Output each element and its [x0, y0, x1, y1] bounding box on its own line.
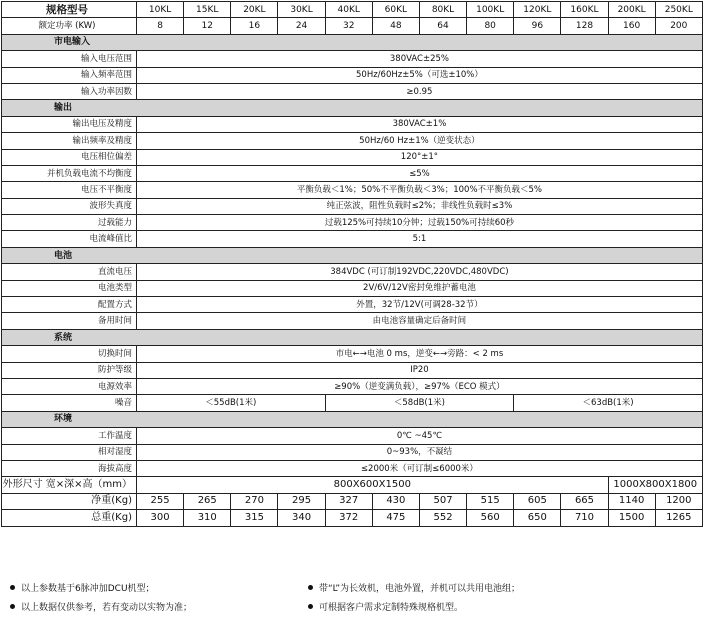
footnote: 带“L”为长效机，电池外置，并机可以共用电池组；: [308, 580, 520, 599]
row-label: 净重(Kg): [2, 493, 137, 509]
weight-cell: 270: [231, 493, 278, 509]
table-row: [2, 362, 703, 378]
row-value: 2V/6V/12V密封免维护蓄电池: [137, 280, 703, 296]
table-row: [2, 231, 703, 247]
row-label: 电流峰值比: [2, 231, 137, 247]
row-label: 输入功率因数: [2, 83, 137, 99]
weight-cell: 650: [514, 510, 561, 526]
row-label: 过载能力: [2, 215, 137, 231]
row-value: ＜58dB(1米): [325, 395, 514, 411]
row-label: 电压相位偏差: [2, 149, 137, 165]
power-cell: 32: [325, 18, 372, 34]
power-cell: 24: [278, 18, 325, 34]
row-value: 过载125%可持续10分钟；过载150%可持续60秒: [137, 215, 703, 231]
table-row: [2, 510, 703, 526]
weight-cell: 340: [278, 510, 325, 526]
weight-cell: 605: [514, 493, 561, 509]
bullet-icon: [308, 604, 313, 609]
weight-cell: 665: [561, 493, 608, 509]
weight-cell: 1265: [655, 510, 702, 526]
row-value: IP20: [137, 362, 703, 378]
table-row: [2, 149, 703, 165]
power-cell: 8: [137, 18, 184, 34]
power-cell: 48: [372, 18, 419, 34]
row-value: 800X600X1500: [137, 477, 609, 493]
weight-cell: 552: [419, 510, 466, 526]
power-cell: 96: [514, 18, 561, 34]
model-cell: 20KL: [231, 2, 278, 18]
row-value: ＜63dB(1米): [514, 395, 703, 411]
row-value: ≥0.95: [137, 83, 703, 99]
row-label: 外形尺寸 宽×深×高（mm）: [2, 477, 137, 493]
table-row: [2, 215, 703, 231]
model-cell: 120KL: [514, 2, 561, 18]
row-value: 纯正弦波，阻性负载时≤2%；非线性负载时≤3%: [137, 198, 703, 214]
table-row: [2, 477, 703, 493]
model-cell: 160KL: [561, 2, 608, 18]
row-label: 电池类型: [2, 280, 137, 296]
weight-cell: 265: [184, 493, 231, 509]
section-title: 环境: [2, 411, 703, 427]
table-row: [2, 133, 703, 149]
table-row: [2, 51, 703, 67]
section-title: 输出: [2, 100, 703, 116]
model-label: 规格型号: [2, 2, 137, 18]
model-cell: 40KL: [325, 2, 372, 18]
section-header: [2, 247, 703, 263]
weight-cell: 327: [325, 493, 372, 509]
row-value: 1000X800X1800: [608, 477, 702, 493]
section-header: [2, 34, 703, 50]
table-row: [2, 313, 703, 329]
section-title: 市电输入: [2, 34, 703, 50]
power-cell: 80: [467, 18, 514, 34]
table-row: [2, 182, 703, 198]
table-row: [2, 395, 703, 411]
weight-cell: 1200: [655, 493, 702, 509]
row-label: 输入频率范围: [2, 67, 137, 83]
row-label: 电压不平衡度: [2, 182, 137, 198]
section-title: 系统: [2, 329, 703, 345]
model-cell: 60KL: [372, 2, 419, 18]
row-value: ＜55dB(1米): [137, 395, 326, 411]
header-row: [2, 18, 703, 34]
model-cell: 100KL: [467, 2, 514, 18]
row-value: 5:1: [137, 231, 703, 247]
row-value: 外置，32节/12V(可调28-32节）: [137, 297, 703, 313]
bullet-icon: [308, 585, 313, 590]
bullet-icon: [10, 604, 15, 609]
weight-cell: 507: [419, 493, 466, 509]
weight-cell: 710: [561, 510, 608, 526]
model-cell: 250KL: [655, 2, 702, 18]
table-row: [2, 116, 703, 132]
footnote: 可根据客户需求定制特殊规格机型。: [308, 599, 463, 618]
weight-cell: 315: [231, 510, 278, 526]
header-row: [2, 2, 703, 18]
weight-cell: 295: [278, 493, 325, 509]
model-cell: 80KL: [419, 2, 466, 18]
row-value: 0℃ ~45℃: [137, 428, 703, 444]
table-row: [2, 444, 703, 460]
row-label: 防护等级: [2, 362, 137, 378]
power-label: 额定功率 (KW): [2, 18, 137, 34]
table-row: [2, 264, 703, 280]
row-value: 380VAC±25%: [137, 51, 703, 67]
row-value: 50Hz/60Hz±5%（可选±10%）: [137, 67, 703, 83]
model-cell: 15KL: [184, 2, 231, 18]
power-cell: 16: [231, 18, 278, 34]
table-row: [2, 428, 703, 444]
row-value: ≥90%（逆变满负载），≥97%（ECO 模式）: [137, 378, 703, 394]
weight-cell: 310: [184, 510, 231, 526]
section-title: 电池: [2, 247, 703, 263]
power-cell: 64: [419, 18, 466, 34]
power-cell: 200: [655, 18, 702, 34]
row-label: 海拔高度: [2, 460, 137, 476]
row-label: 总重(Kg): [2, 510, 137, 526]
table-row: [2, 165, 703, 181]
table-row: [2, 378, 703, 394]
weight-cell: 475: [372, 510, 419, 526]
weight-cell: 372: [325, 510, 372, 526]
power-cell: 12: [184, 18, 231, 34]
spec-table: [1, 1, 703, 527]
row-label: 并机负载电流不均衡度: [2, 165, 137, 181]
row-label: 直流电压: [2, 264, 137, 280]
row-value: 50Hz/60 Hz±1%（逆变状态）: [137, 133, 703, 149]
row-label: 切换时间: [2, 346, 137, 362]
section-header: [2, 411, 703, 427]
row-value: 平衡负载＜1%；50%不平衡负载＜3%；100%不平衡负载＜5%: [137, 182, 703, 198]
row-value: 0~93%，不凝结: [137, 444, 703, 460]
power-cell: 160: [608, 18, 655, 34]
row-label: 噪音: [2, 395, 137, 411]
table-row: [2, 460, 703, 476]
weight-cell: 560: [467, 510, 514, 526]
row-value: 384VDC (可订制192VDC,220VDC,480VDC): [137, 264, 703, 280]
row-label: 波形失真度: [2, 198, 137, 214]
weight-cell: 1140: [608, 493, 655, 509]
row-label: 输入电压范围: [2, 51, 137, 67]
section-header: [2, 329, 703, 345]
table-row: [2, 280, 703, 296]
table-row: [2, 297, 703, 313]
row-value: ≤5%: [137, 165, 703, 181]
row-value: 由电池容量确定后备时间: [137, 313, 703, 329]
row-label: 工作温度: [2, 428, 137, 444]
table-row: [2, 67, 703, 83]
row-label: 电源效率: [2, 378, 137, 394]
row-label: 输出频率及精度: [2, 133, 137, 149]
section-header: [2, 100, 703, 116]
table-row: [2, 346, 703, 362]
table-row: [2, 493, 703, 509]
weight-cell: 515: [467, 493, 514, 509]
footnote: 以上参数基于6脉冲加DCU机型；: [10, 580, 155, 599]
power-cell: 128: [561, 18, 608, 34]
weight-cell: 300: [137, 510, 184, 526]
weight-cell: 1500: [608, 510, 655, 526]
row-label: 输出电压及精度: [2, 116, 137, 132]
bullet-icon: [10, 585, 15, 590]
footnote: 以上数据仅供参考，若有变动以实物为准；: [10, 599, 192, 618]
row-value: 120°±1°: [137, 149, 703, 165]
row-value: ≤2000米（可订制≤6000米）: [137, 460, 703, 476]
row-value: 380VAC±1%: [137, 116, 703, 132]
row-value: 市电←→电池 0 ms，逆变←→旁路：< 2 ms: [137, 346, 703, 362]
model-cell: 200KL: [608, 2, 655, 18]
row-label: 相对湿度: [2, 444, 137, 460]
model-cell: 30KL: [278, 2, 325, 18]
table-row: [2, 198, 703, 214]
model-cell: 10KL: [137, 2, 184, 18]
row-label: 配置方式: [2, 297, 137, 313]
weight-cell: 430: [372, 493, 419, 509]
row-label: 备用时间: [2, 313, 137, 329]
table-row: [2, 83, 703, 99]
weight-cell: 255: [137, 493, 184, 509]
